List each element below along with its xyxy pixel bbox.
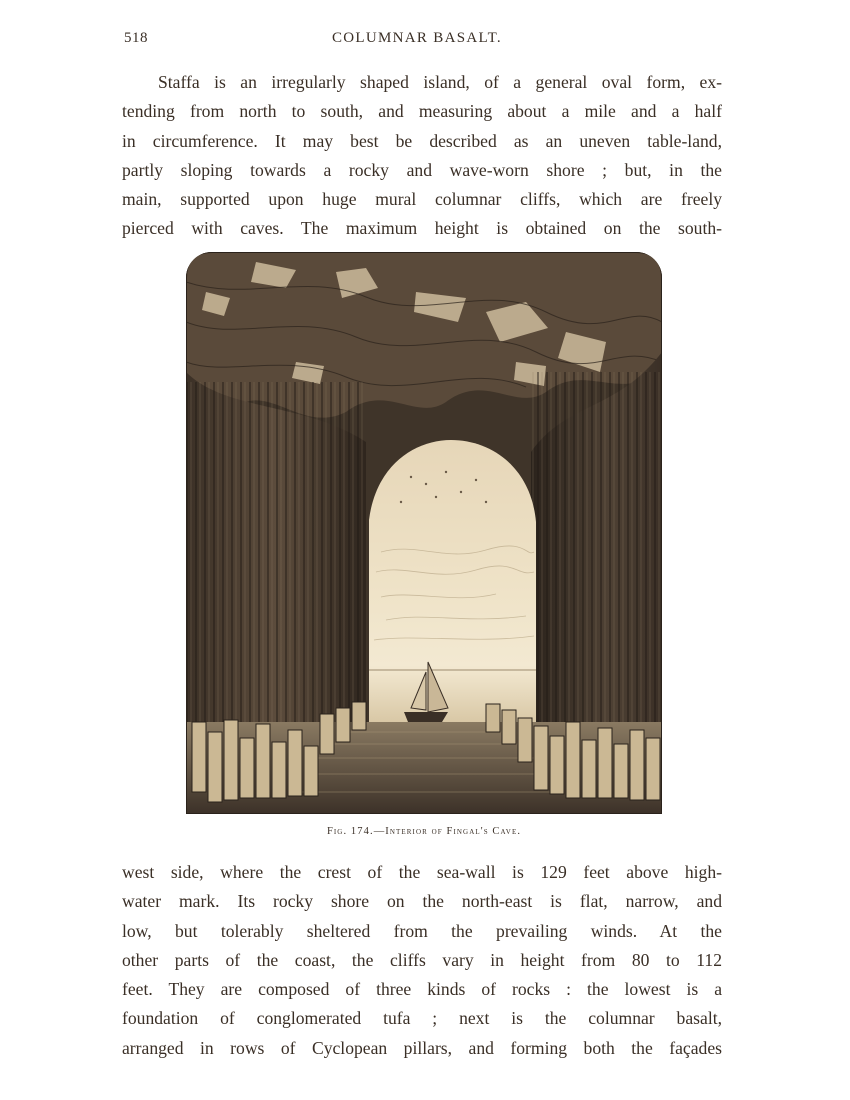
text-line: Staffa is an irregularly shaped island, of a general oval form, ex- bbox=[158, 72, 722, 92]
text-line: pierced with caves. The maximum height is obtained on the south- bbox=[122, 218, 722, 239]
text-line: tending from north to south, and measuring about a mile and a half bbox=[122, 101, 722, 122]
text-line: water mark. Its rocky shore on the north-east is flat, narrow, and bbox=[122, 891, 722, 912]
text-line: main, supported upon huge mural columnar cliffs, which are freely bbox=[122, 189, 722, 210]
page-number: 518 bbox=[124, 30, 148, 46]
text-line: arranged in rows of Cyclopean pillars, and forming both the façades bbox=[122, 1037, 722, 1058]
paragraph-bottom bbox=[122, 858, 722, 1063]
text-line: partly sloping towards a rocky and wave-worn shore ; but, in the bbox=[122, 159, 722, 180]
text-line: west side, where the crest of the sea-wall is 129 feet above high- bbox=[122, 862, 722, 882]
page-header bbox=[124, 30, 724, 54]
text-line: other parts of the coast, the cliffs vary in height from 80 to 112 bbox=[122, 949, 722, 970]
figure-caption: Fig. 174.—Interior of Fingal's Cave. bbox=[326, 826, 522, 837]
text-line: in circumference. It may best be described as an uneven table-land, bbox=[122, 130, 722, 151]
cave-engraving bbox=[186, 252, 662, 814]
text-line: low, but tolerably sheltered from the prevailing winds. At the bbox=[122, 920, 722, 941]
paragraph-top bbox=[122, 68, 722, 244]
text-line: feet. They are composed of three kinds of rocks : the lowest is a bbox=[122, 979, 722, 1000]
text-line: foundation of conglomerated tufa ; next is the columnar basalt, bbox=[122, 1008, 722, 1029]
running-head: COLUMNAR BASALT. bbox=[332, 30, 502, 46]
